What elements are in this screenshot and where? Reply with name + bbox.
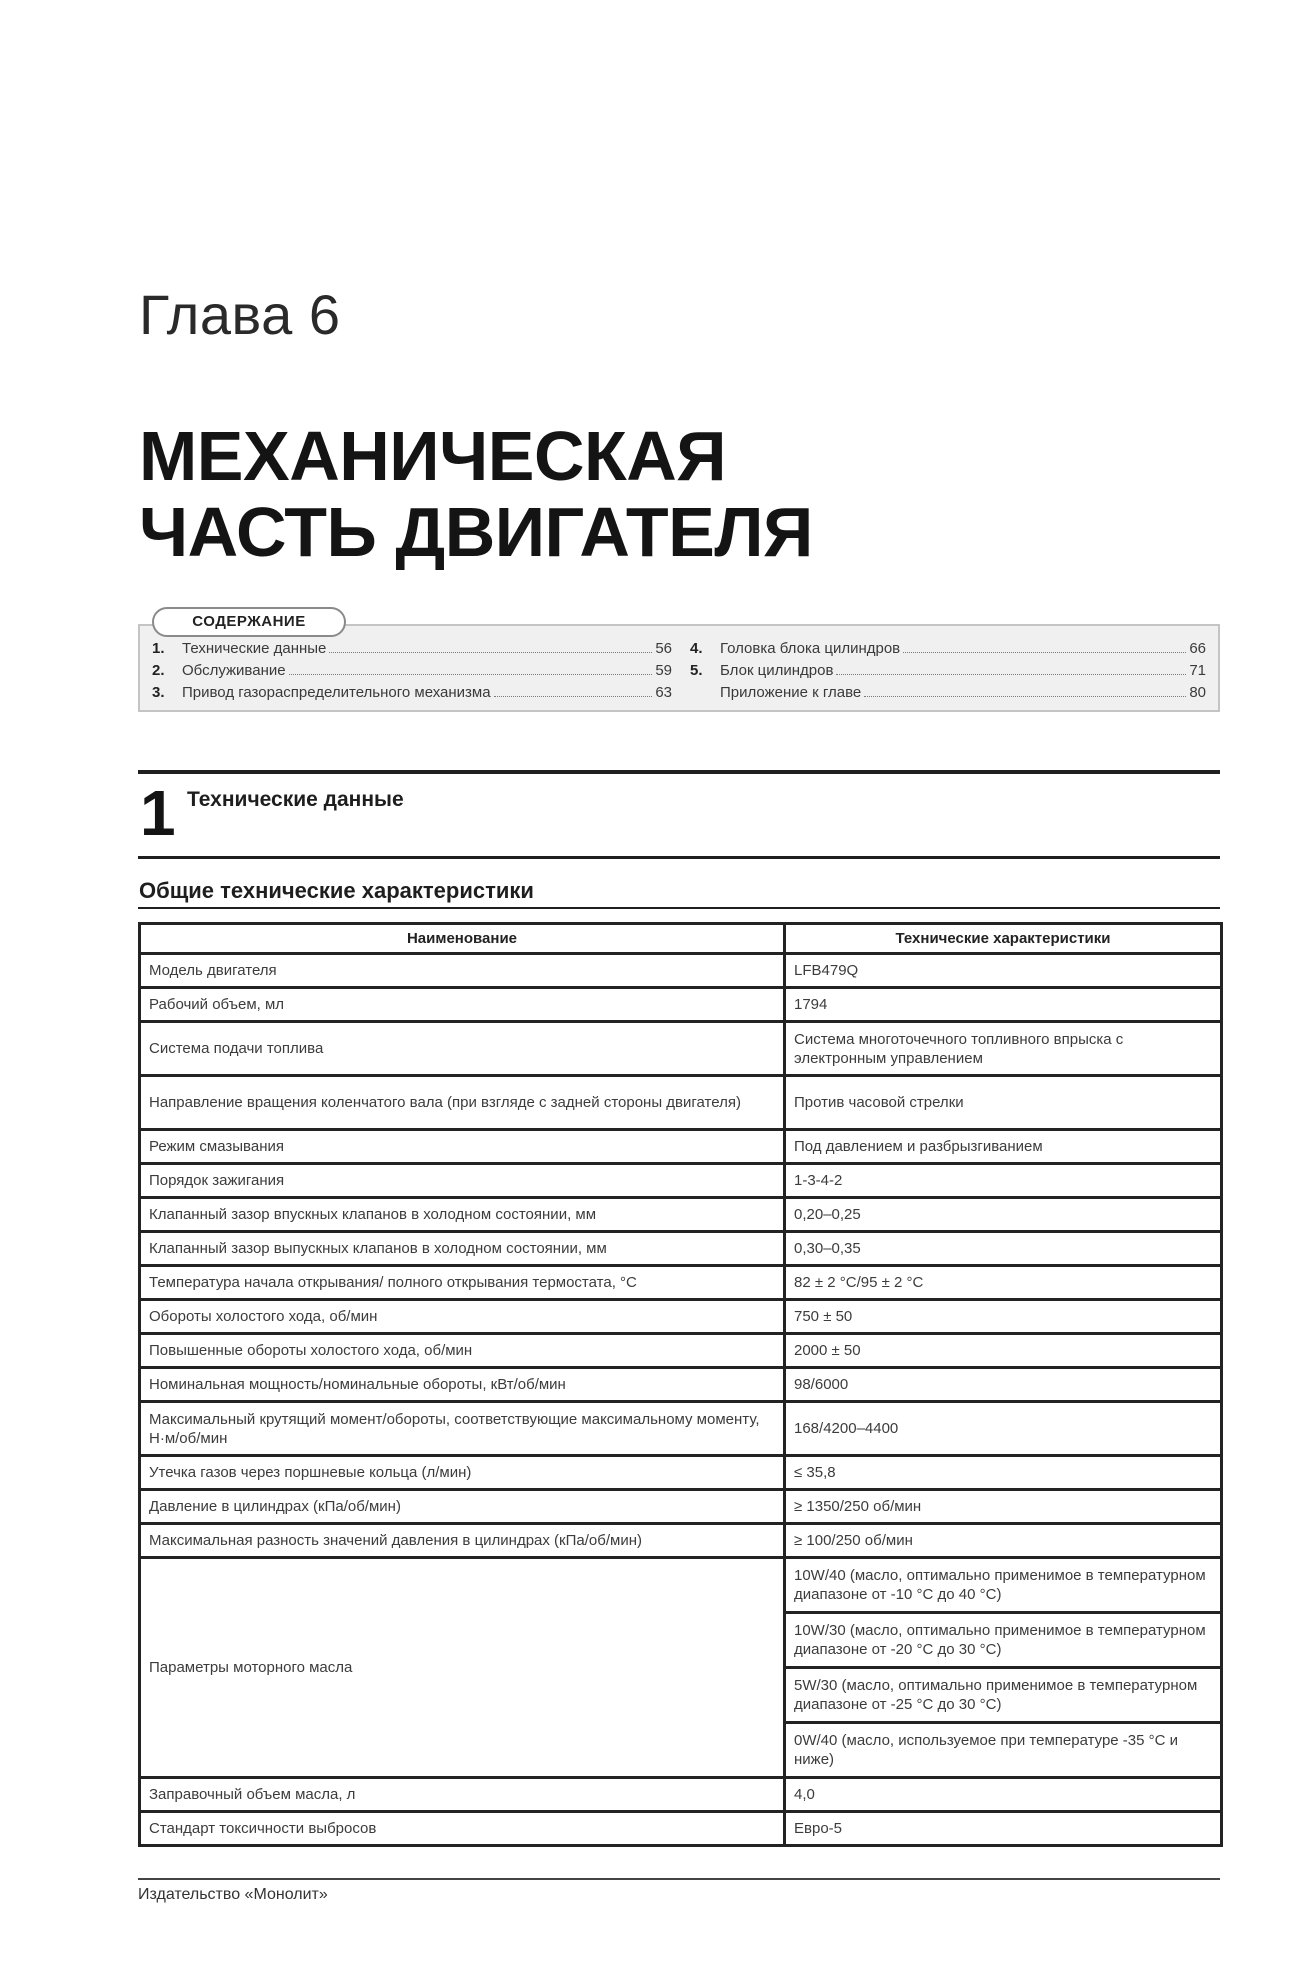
- param-name: Давление в цилиндрах (кПа/об/мин): [140, 1490, 785, 1524]
- column-header: Технические характеристики: [785, 924, 1222, 954]
- param-name: Обороты холостого хода, об/мин: [140, 1300, 785, 1334]
- table-row: [140, 1198, 1222, 1232]
- section-top-rule: [138, 770, 1220, 774]
- contents-item[interactable]: [690, 640, 1206, 662]
- table-row: [140, 1524, 1222, 1558]
- table-row: [140, 1164, 1222, 1198]
- param-value: 0,20–0,25: [785, 1198, 1222, 1232]
- param-name: Повышенные обороты холостого хода, об/мин: [140, 1334, 785, 1368]
- param-value: 10W/30 (масло, оптимально применимое в температурном диапазоне от -20 °С до 30 °С): [785, 1613, 1222, 1668]
- param-name: Утечка газов через поршневые кольца (л/мин): [140, 1456, 785, 1490]
- publisher-footer: Издательство «Монолит»: [138, 1886, 328, 1903]
- dot-leader: [289, 674, 653, 675]
- param-name: Стандарт токсичности выбросов: [140, 1812, 785, 1846]
- contents-item-page: 71: [1189, 662, 1206, 679]
- param-name: Максимальная разность значений давления в цилиндрах (кПа/об/мин): [140, 1524, 785, 1558]
- param-value: 4,0: [785, 1778, 1222, 1812]
- contents-item-page: 56: [655, 640, 672, 657]
- table-row: [140, 1232, 1222, 1266]
- param-value: Система многоточечного топливного впрыска с электронным управлением: [785, 1022, 1222, 1076]
- spec-table: [138, 922, 1223, 1847]
- param-name: Модель двигателя: [140, 954, 785, 988]
- table-row: [140, 1778, 1222, 1812]
- chapter-label: Глава 6: [139, 283, 341, 346]
- table-row: [140, 1490, 1222, 1524]
- param-value: Против часовой стрелки: [785, 1076, 1222, 1130]
- dot-leader: [329, 652, 652, 653]
- contents-item-label: Привод газораспределительного механизма: [182, 684, 491, 701]
- contents-item-label: Головка блока цилиндров: [720, 640, 901, 657]
- table-row: [140, 1076, 1222, 1130]
- contents-item-label: Блок цилиндров: [720, 662, 834, 679]
- table-row: [140, 1812, 1222, 1846]
- contents-item[interactable]: [152, 662, 672, 684]
- param-name: Клапанный зазор выпускных клапанов в холодном состоянии, мм: [140, 1232, 785, 1266]
- param-value: 2000 ± 50: [785, 1334, 1222, 1368]
- param-name: Температура начала открывания/ полного открывания термостата, °С: [140, 1266, 785, 1300]
- table-row: [140, 1130, 1222, 1164]
- param-value: ≥ 1350/250 об/мин: [785, 1490, 1222, 1524]
- contents-item[interactable]: [690, 684, 1206, 706]
- param-name: Направление вращения коленчатого вала (при взгляде с задней стороны двигателя): [140, 1076, 785, 1130]
- param-value: ≤ 35,8: [785, 1456, 1222, 1490]
- dot-leader: [836, 674, 1186, 675]
- param-name: Номинальная мощность/номинальные обороты, кВт/об/мин: [140, 1368, 785, 1402]
- chapter-title-line: МЕХАНИЧЕСКАЯ: [139, 417, 727, 495]
- contents-item-label: Обслуживание: [182, 662, 286, 679]
- footer-rule: [138, 1878, 1220, 1880]
- param-value: 0,30–0,35: [785, 1232, 1222, 1266]
- param-value: 5W/30 (масло, оптимально применимое в температурном диапазоне от -25 °С до 30 °С): [785, 1668, 1222, 1723]
- param-name: Рабочий объем, мл: [140, 988, 785, 1022]
- subsection-rule: [138, 907, 1220, 909]
- chapter-title: [139, 418, 1219, 570]
- contents-item[interactable]: [152, 684, 672, 706]
- section-title: Технические данные: [187, 788, 404, 811]
- param-value: 0W/40 (масло, используемое при температуре -35 °С и ниже): [785, 1723, 1222, 1778]
- contents-item-page: 63: [655, 684, 672, 701]
- contents-item-label: Технические данные: [182, 640, 327, 657]
- param-value: 10W/40 (масло, оптимально применимое в температурном диапазоне от -10 °С до 40 °С): [785, 1558, 1222, 1613]
- contents-item-number: 1.: [152, 640, 165, 657]
- contents-item-page: 80: [1189, 684, 1206, 701]
- chapter-title-line: ЧАСТЬ ДВИГАТЕЛЯ: [139, 493, 813, 571]
- param-name: Заправочный объем масла, л: [140, 1778, 785, 1812]
- param-value: 98/6000: [785, 1368, 1222, 1402]
- param-name: Параметры моторного масла: [140, 1558, 785, 1778]
- param-value: 1-3-4-2: [785, 1164, 1222, 1198]
- param-value: LFB479Q: [785, 954, 1222, 988]
- param-name: Режим смазывания: [140, 1130, 785, 1164]
- section-number: 1: [140, 777, 176, 849]
- contents-item[interactable]: [152, 640, 672, 662]
- table-row: [140, 954, 1222, 988]
- contents-item-page: 66: [1189, 640, 1206, 657]
- dot-leader: [864, 696, 1186, 697]
- contents-item-label: Приложение к главе: [720, 684, 862, 701]
- contents-item-number: 5.: [690, 662, 703, 679]
- contents-label: СОДЕРЖАНИЕ: [152, 607, 346, 637]
- table-row: [140, 1558, 1222, 1613]
- column-header: Наименование: [140, 924, 785, 954]
- param-name: Порядок зажигания: [140, 1164, 785, 1198]
- table-row: [140, 1334, 1222, 1368]
- param-value: 1794: [785, 988, 1222, 1022]
- contents-item-number: 3.: [152, 684, 165, 701]
- table-row: [140, 1300, 1222, 1334]
- table-row: [140, 1368, 1222, 1402]
- table-row: [140, 1402, 1222, 1456]
- table-row: [140, 1266, 1222, 1300]
- section-bottom-rule: [138, 856, 1220, 859]
- param-value: 750 ± 50: [785, 1300, 1222, 1334]
- param-name: Клапанный зазор впускных клапанов в холодном состоянии, мм: [140, 1198, 785, 1232]
- subsection-title: Общие технические характеристики: [139, 878, 534, 903]
- param-value: ≥ 100/250 об/мин: [785, 1524, 1222, 1558]
- contents-column-left: [152, 640, 672, 706]
- param-value: Евро-5: [785, 1812, 1222, 1846]
- dot-leader: [494, 696, 653, 697]
- contents-item-number: 4.: [690, 640, 703, 657]
- table-row: [140, 988, 1222, 1022]
- contents-column-right: [690, 640, 1206, 706]
- param-value: 168/4200–4400: [785, 1402, 1222, 1456]
- table-header-row: [140, 924, 1222, 954]
- param-value: Под давлением и разбрызгиванием: [785, 1130, 1222, 1164]
- contents-item-number: 2.: [152, 662, 165, 679]
- contents-item-page: 59: [655, 662, 672, 679]
- table-row: [140, 1456, 1222, 1490]
- table-row: [140, 1022, 1222, 1076]
- dot-leader: [903, 652, 1186, 653]
- param-value: 82 ± 2 °С/95 ± 2 °С: [785, 1266, 1222, 1300]
- param-name: Максимальный крутящий момент/обороты, соответствующие максимальному моменту, Н·м/об/мин: [140, 1402, 785, 1456]
- param-name: Система подачи топлива: [140, 1022, 785, 1076]
- contents-item[interactable]: [690, 662, 1206, 684]
